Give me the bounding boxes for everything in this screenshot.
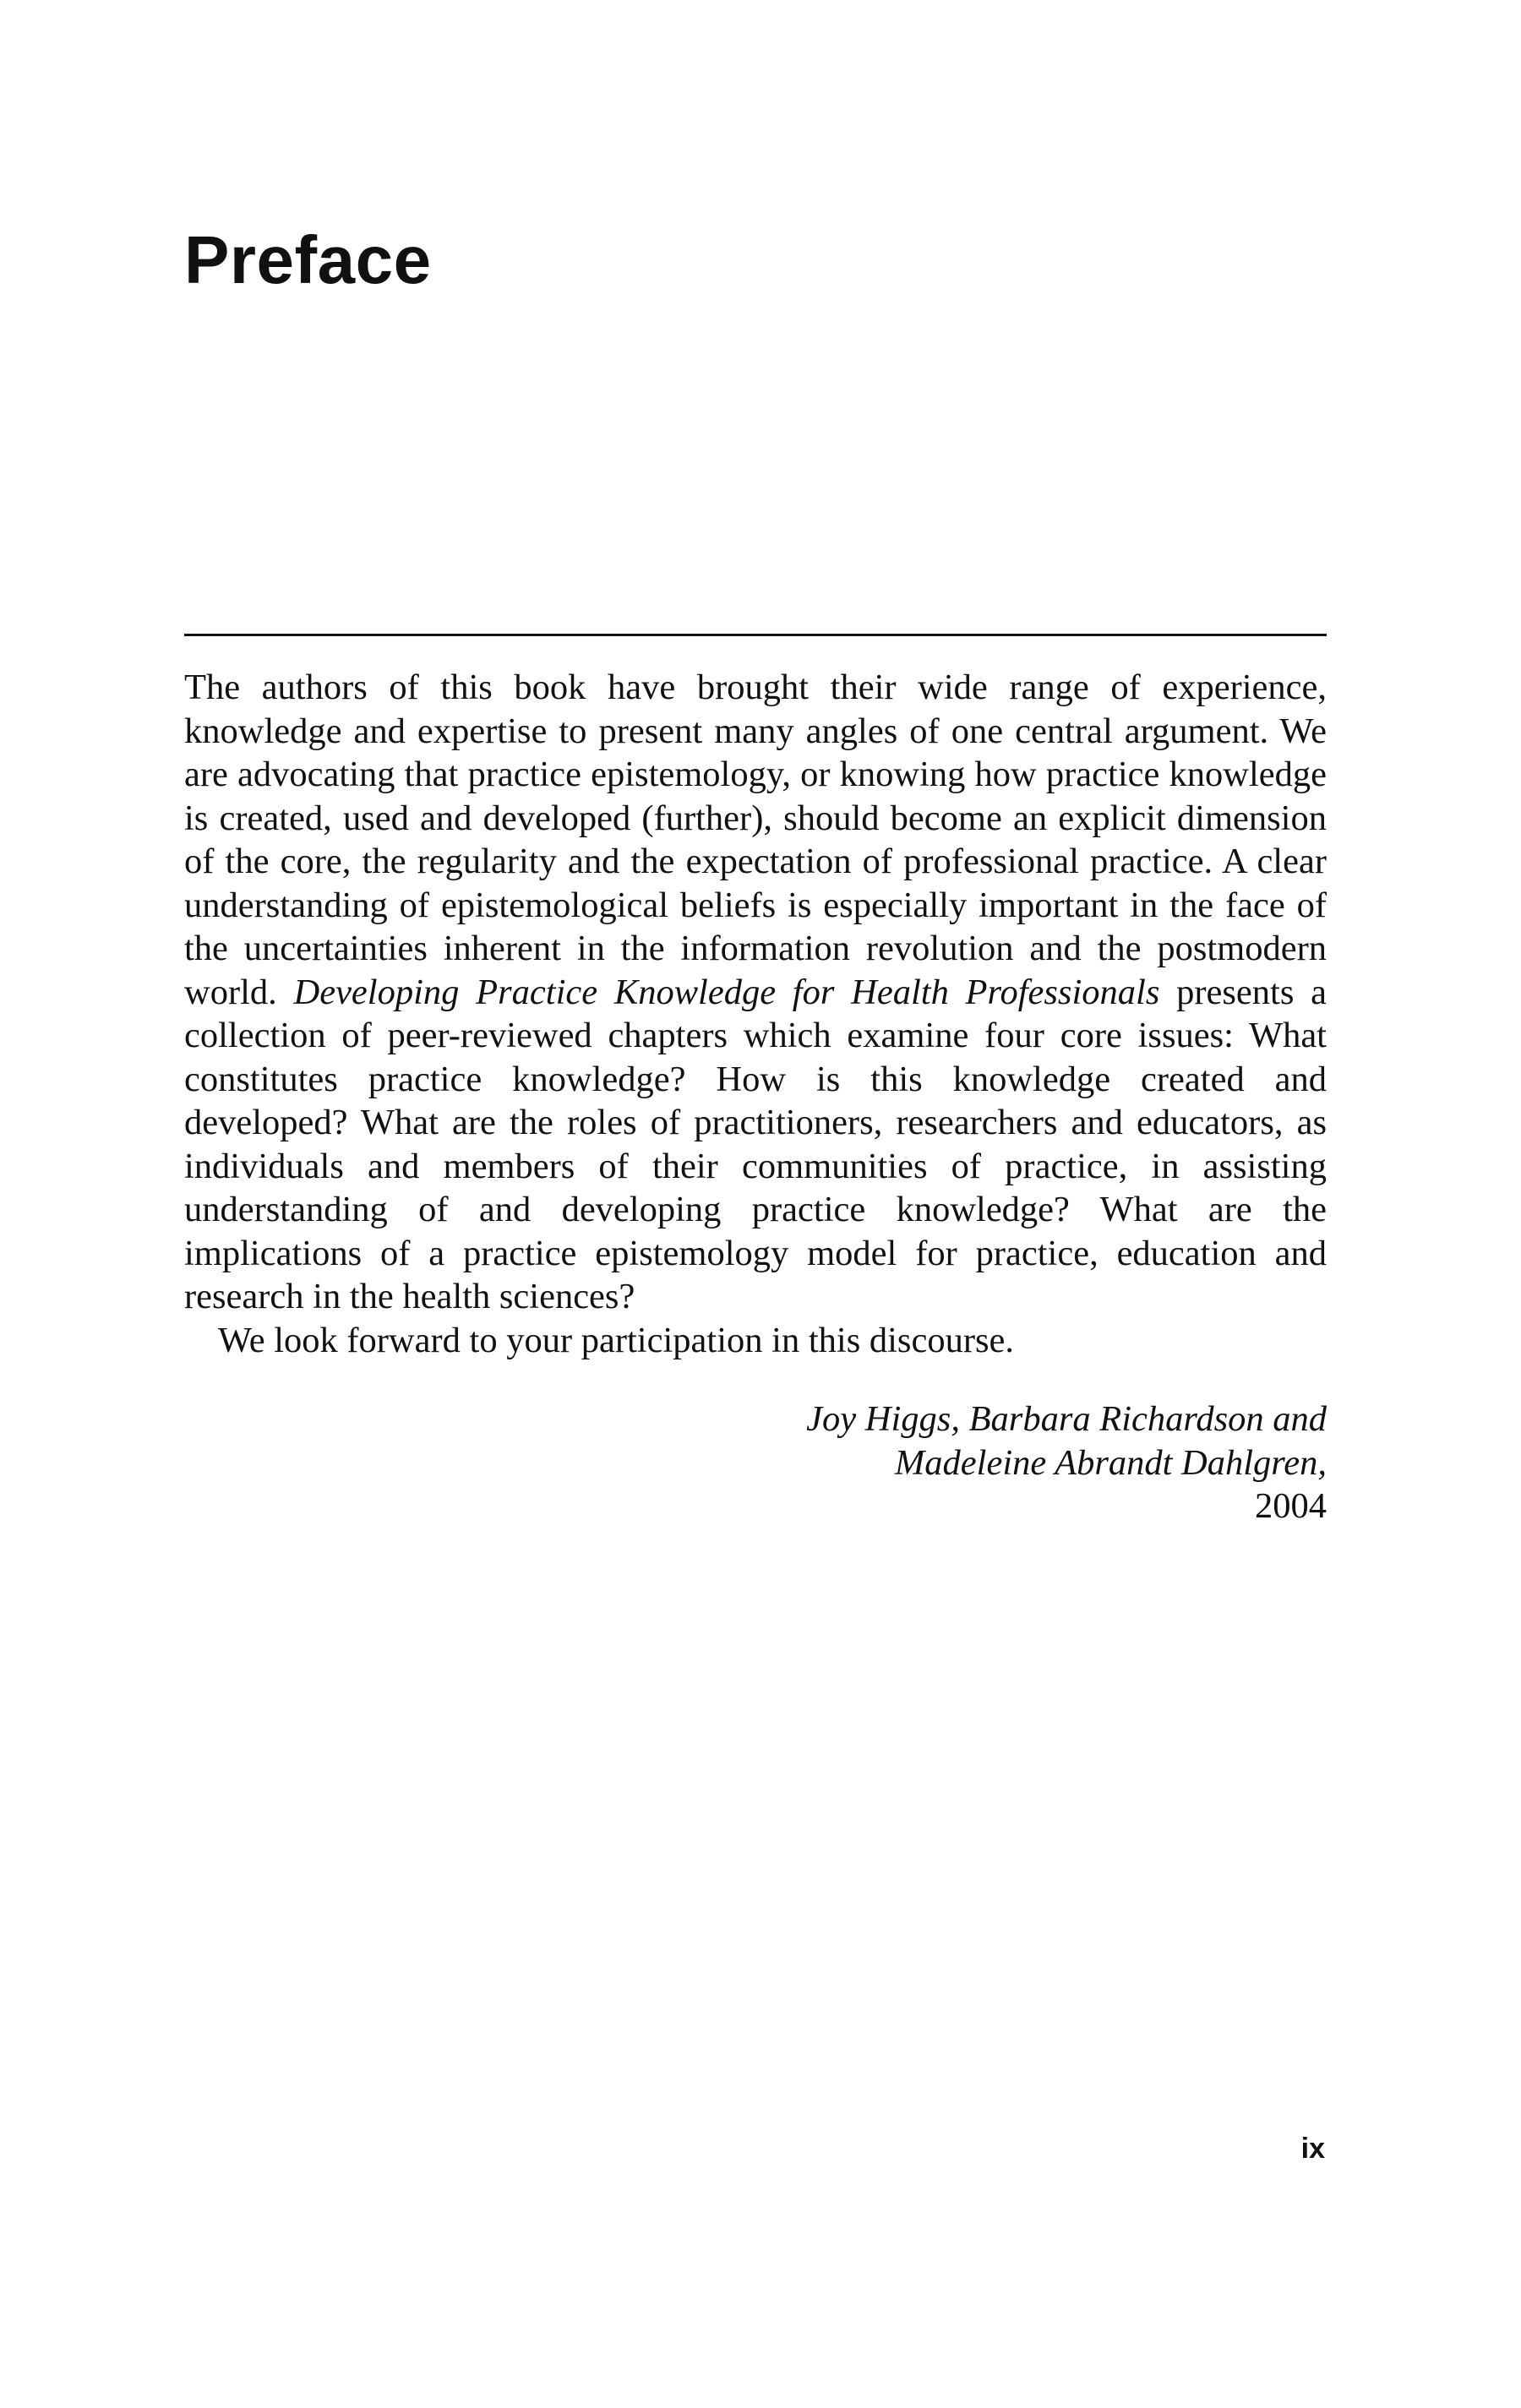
preface-paragraph-2: We look forward to your participation in this discourse. xyxy=(218,1320,1014,1360)
paragraph-1-text-end: presents a collection of peer-reviewed chapters which examine four core issues: What constitutes practice knowledge? How is this knowledge created and developed? What are the roles of practitioners, researchers and educators, as individuals and members of their communities of practice, in assisting understanding of and developing practice knowledge? What are the implications of a practice epistemology model for practice, education and research in the health sciences? xyxy=(184,972,1327,1316)
author-signature xyxy=(806,1397,1327,1528)
book-title: Developing Practice Knowledge for Health Professionals xyxy=(293,972,1160,1012)
signature-year: 2004 xyxy=(1255,1486,1327,1526)
preface-body xyxy=(184,666,1327,1362)
page-number: ix xyxy=(1300,2133,1325,2165)
title-divider xyxy=(184,634,1327,636)
signature-authors-line-2: Madeleine Abrandt Dahlgren, xyxy=(894,1442,1327,1483)
preface-paragraph-1 xyxy=(184,666,1327,1319)
page-title: Preface xyxy=(184,222,432,297)
signature-authors-line-1: Joy Higgs, Barbara Richardson and xyxy=(806,1399,1327,1439)
paragraph-1-text-start: The authors of this book have brought their wide range of experience, knowledge and expertise to present many angles of one central argument. We are advocating that practice epistemology, or knowing how practice knowledge is created, used and developed (further), should become an explicit dimension of the core, the regularity and the expectation of professional practice. A clear understanding of epistemological beliefs is especially important in the face of the uncertainties inherent in the information revolution and the postmodern world. xyxy=(184,667,1327,1012)
